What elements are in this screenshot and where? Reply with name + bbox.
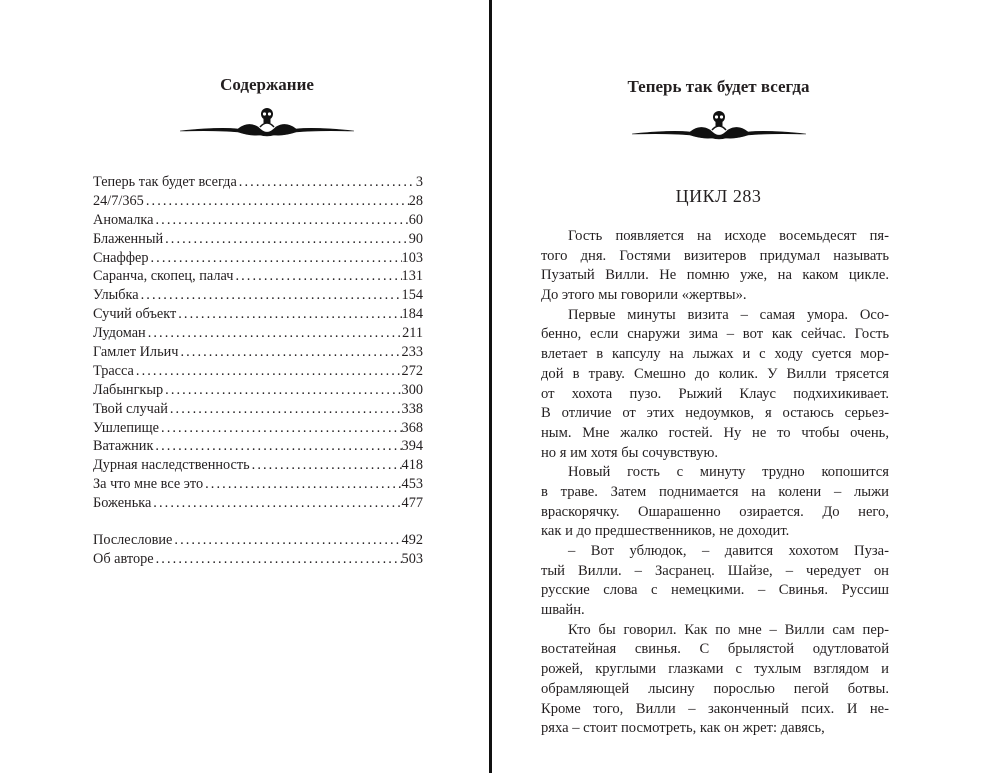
text-line: – Вот ублюдок, – давится хохотом Пуза-	[568, 543, 889, 559]
toc-entry-page: 453	[401, 476, 423, 493]
text-line: швайн.	[541, 602, 585, 619]
toc-leader-dots	[172, 531, 401, 550]
toc-entry-page: 477	[401, 495, 423, 512]
text-line: Первые минуты визита – самая умора. Осо-	[568, 306, 889, 323]
table-of-contents	[93, 173, 423, 569]
toc-entry-page: 418	[401, 457, 423, 474]
toc-leader-dots	[153, 211, 408, 230]
toc-leader-dots	[139, 286, 402, 305]
toc-entry-page: 338	[401, 400, 423, 417]
text-line: Пузатый Вилли. Не помню уже, на каком цикле.	[541, 267, 889, 284]
left-page	[0, 0, 490, 773]
toc-entry-page: 300	[401, 381, 423, 398]
text-line: враскорячку. Ошарашенно озирается. До него,	[541, 503, 889, 520]
text-line: Гость появляется на исходе восемьдесят пя-	[568, 228, 889, 244]
toc-entry-title: Блаженный	[93, 230, 164, 247]
text-line: того дня. Гостями визитеров придумал называть	[541, 247, 889, 264]
text-line: До этого мы говорили «жертвы».	[541, 287, 747, 304]
toc-leader-dots	[154, 550, 402, 569]
toc-entry-page: 503	[401, 550, 423, 567]
text-line: от хохота пузо. Рыжий Клаус подхихикивает.	[541, 385, 889, 402]
toc-leader-dots	[153, 437, 401, 456]
toc-entry	[93, 230, 423, 249]
toc-entry-title: Ватажник	[93, 438, 154, 455]
toc-entry-title: Послесловие	[93, 532, 173, 549]
toc-entry-title: Лудоман	[93, 325, 146, 342]
text-line: бенно, если снаружи зима – вот как сейчас. Гость	[541, 326, 889, 343]
toc-entry-title: За что мне все это	[93, 476, 204, 493]
toc-entry-page: 394	[401, 438, 423, 455]
text-line: русские слова с немецкими. – Свинья. Руссиш	[541, 582, 889, 599]
toc-entry	[93, 550, 423, 569]
toc-entry-page: 233	[401, 344, 423, 361]
toc-entry-title: Дурная наследственность	[93, 457, 250, 474]
toc-entry	[93, 475, 423, 494]
right-page	[492, 0, 981, 773]
toc-leader-dots	[151, 494, 401, 513]
toc-leader-dots	[159, 419, 402, 438]
toc-entry-page: 368	[401, 419, 423, 436]
toc-entry-title: Саранча, скопец, палач	[93, 268, 234, 285]
toc-entry-page: 154	[401, 287, 423, 304]
toc-entry-title: Сучий объект	[93, 306, 177, 323]
toc-entry	[93, 173, 423, 192]
text-line: обрамляющей лысину порослью пегой ботвы.	[541, 680, 889, 697]
text-line: Кроме того, Вилли – законченный псих. И не-	[541, 700, 889, 717]
skull-ornament-icon	[630, 108, 808, 142]
toc-entry-page: 28	[408, 192, 423, 209]
toc-leader-dots	[176, 305, 401, 324]
chapter-title: Теперь так будет всегда	[627, 77, 810, 96]
toc-entry	[93, 249, 423, 268]
toc-leader-dots	[168, 400, 402, 419]
text-line: востатейная свинья. С брылястой одутловатой	[541, 641, 889, 658]
toc-entry	[93, 437, 423, 456]
toc-entry-page: 131	[401, 268, 423, 285]
toc-entry	[93, 192, 423, 211]
toc-entry-title: Лабынгкыр	[93, 381, 164, 398]
toc-leader-dots	[163, 381, 401, 400]
toc-entry-page: 3	[415, 174, 423, 190]
toc-entry-page: 211	[402, 325, 423, 342]
toc-entry-page: 184	[401, 306, 423, 323]
toc-entry	[93, 267, 423, 286]
toc-entry	[93, 343, 423, 362]
toc-entry	[93, 211, 423, 230]
toc-entry-title: 24/7/365	[93, 192, 144, 209]
toc-entry	[93, 381, 423, 400]
toc-entry-title: Улыбка	[93, 287, 139, 304]
text-line: ряха – стоит посмотреть, как он жрет: давясь,	[541, 720, 825, 737]
toc-entry-title: Твой случай	[93, 400, 168, 417]
toc-leader-dots	[237, 173, 413, 192]
text-line: тый Вилли. – Засранец. Шайзе, – чередует он	[541, 562, 889, 579]
skull-ornament-icon	[178, 105, 356, 139]
toc-entry-title: Ушлепище	[93, 419, 160, 436]
toc-entry	[93, 286, 423, 305]
toc-entry-title: Аномалка	[93, 211, 154, 228]
toc-entry-page: 60	[408, 211, 423, 228]
section-heading: ЦИКЛ 283	[675, 186, 762, 206]
text-line: как и до предшественников, не доходит.	[541, 523, 790, 540]
toc-entry	[93, 305, 423, 324]
toc-entry-title: Боженька	[93, 495, 152, 512]
toc-entry	[93, 400, 423, 419]
chapter-body-text	[541, 227, 889, 739]
text-line: влетает в капсулу на лыжах и с ходу суется мор-	[541, 346, 889, 363]
text-line: Кто бы говорил. Как по мне – Вилли сам пер-	[568, 621, 889, 638]
contents-heading: Содержание	[220, 75, 314, 94]
toc-entry	[93, 362, 423, 381]
text-line: В отличие от этих недоумков, я остаюсь серьез-	[541, 405, 889, 422]
toc-leader-dots	[148, 249, 401, 268]
toc-entry	[93, 419, 423, 438]
text-line: в траве. Затем поднимается на колени – лыжи	[541, 483, 889, 500]
toc-entry-title: Снаффер	[93, 249, 149, 266]
toc-entry-title: Трасса	[93, 362, 134, 379]
toc-entry	[93, 531, 423, 550]
toc-entry-page: 90	[408, 230, 423, 247]
text-line: но я им хотя бы сочувствую.	[541, 444, 719, 461]
toc-leader-dots	[203, 475, 401, 494]
toc-entry	[93, 324, 423, 343]
text-line: рожей, круглыми глазками с тухлым взглядом и	[541, 661, 889, 678]
toc-entry	[93, 456, 423, 475]
text-line: ным. Мне жалко гостей. Ну не то чтобы очень,	[541, 424, 889, 441]
toc-leader-dots	[178, 343, 401, 362]
toc-entry	[93, 494, 423, 513]
toc-leader-dots	[233, 267, 401, 286]
toc-leader-dots	[134, 362, 402, 381]
toc-entry-page: 492	[401, 532, 423, 549]
toc-entry-title: Об авторе	[93, 550, 154, 567]
text-line: Новый гость с минуту трудно копошится	[568, 464, 889, 481]
toc-entry-title: Гамлет Ильич	[93, 344, 179, 361]
toc-leader-dots	[144, 192, 409, 211]
toc-entry-title: Теперь так будет всегда	[93, 174, 237, 190]
text-line: дой в траву. Смешно до колик. У Вилли трясется	[541, 365, 889, 382]
toc-entry-page: 103	[401, 249, 423, 266]
toc-leader-dots	[250, 456, 402, 475]
toc-leader-dots	[163, 230, 409, 249]
toc-entry-page: 272	[401, 362, 423, 379]
toc-leader-dots	[146, 324, 402, 343]
